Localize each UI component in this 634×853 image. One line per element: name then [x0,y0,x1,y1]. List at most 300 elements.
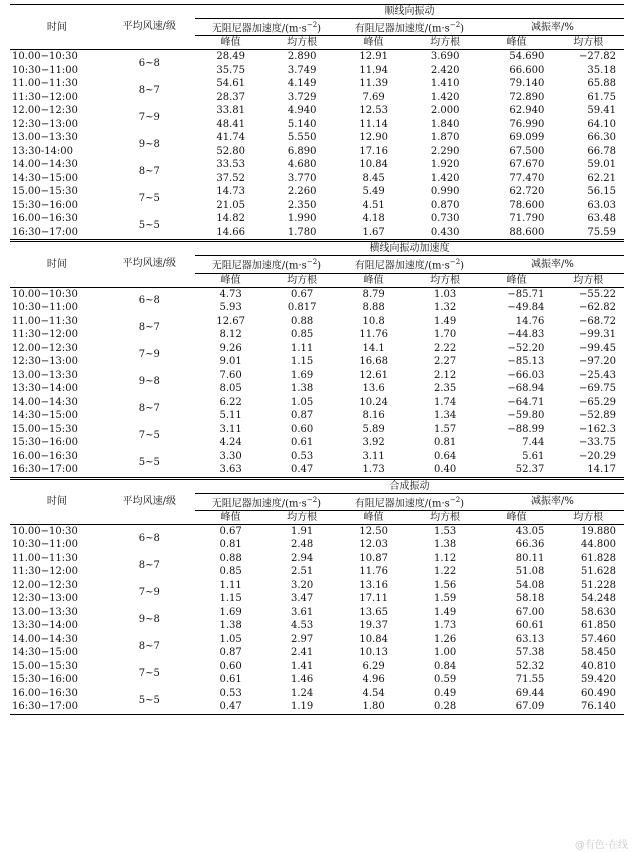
cell-c: 11.39 [359,78,388,90]
cell-f: 59.41 [587,105,616,117]
cell-a: 0.47 [195,700,267,714]
cell-f: 44.800 [581,539,616,551]
table-row [10,524,624,538]
cell-a: 7.60 [219,369,242,381]
cell-b: 2.97 [291,633,314,645]
cell-f: 58.450 [581,647,616,659]
cell-a: 0.85 [219,566,242,578]
cell-b: 1.11 [291,342,314,354]
cell-b: 4.149 [287,78,317,90]
cell-wind: 8~7 [138,166,160,178]
cell-e: 7.44 [522,437,545,449]
cell-b: 0.85 [291,329,314,341]
cell-e: 62.940 [509,105,545,117]
cell-d: 0.49 [434,687,457,699]
cell-f: −68.72 [578,315,616,327]
cell-c: 7.69 [362,91,385,103]
cell-c: 14.1 [362,342,385,354]
cell-a: 0.88 [219,552,242,564]
cell-time: 10:30−11:00 [12,302,79,314]
cell-f: 56.15 [587,186,616,198]
header-reduction: 减振率/% [481,19,624,36]
cell-time: 14:30−15:00 [12,172,79,184]
cell-e: 52.32 [515,660,545,672]
header-rms: 均方根 [552,510,624,524]
cell-d: 2.12 [434,369,457,381]
cell-wind: 8~7 [138,559,160,571]
section-title: 合成振动 [195,479,624,493]
cell-f: 59.420 [581,674,616,686]
cell-wind: 7~5 [138,667,160,679]
cell-b: 1.69 [291,369,314,381]
cell-d: 1.34 [434,410,457,422]
cell-b: 6.890 [287,145,317,157]
cell-c: 8.16 [362,410,385,422]
cell-e: 69.099 [509,132,545,144]
cell-f: 19.880 [581,525,616,537]
cell-f: 59.01 [587,159,616,171]
cell-e: −49.84 [507,302,545,314]
cell-c: 5.89 [362,423,385,435]
cell-f: 54.248 [581,593,616,605]
cell-f: 61.850 [581,620,616,632]
cell-time: 15.00−15:30 [12,423,78,435]
header-no-damper-unit-sup: −2 [306,258,318,267]
table-row [10,619,624,633]
cell-d: 2.000 [430,105,460,117]
cell-b: 2.94 [291,552,314,564]
section-title: 顺线向振动 [195,5,624,19]
cell-f: −33.75 [578,437,616,449]
cell-b: 0.88 [291,315,314,327]
cell-a: 1.11 [219,579,242,591]
cell-a: 3.11 [219,423,242,435]
cell-time: 15:30−16:00 [12,437,79,449]
header-rms: 均方根 [409,273,481,287]
cell-c: 10.87 [359,552,388,564]
cell-d: 2.22 [434,342,457,354]
cell-d: 1.22 [434,566,457,578]
table-row [10,91,624,105]
cell-wind: 9~8 [138,376,160,388]
header-peak: 峰值 [481,273,553,287]
table-row [10,226,624,240]
cell-f: −20.29 [578,450,616,462]
cell-d: 1.32 [434,302,457,314]
cell-time: 13:30−14:00 [12,620,79,632]
header-no-damper-close: ) [317,23,322,35]
cell-c: 11.76 [359,329,388,341]
table-row [10,660,624,674]
cell-time: 13:30−14:00 [12,383,79,395]
cell-f: −97.20 [578,356,616,368]
cell-d: 1.420 [430,91,460,103]
header-peak: 峰值 [338,273,410,287]
cell-time: 14.00−14:30 [12,159,78,171]
cell-f: 66.30 [587,132,616,144]
cell-e: −88.99 [507,423,545,435]
cell-b: 2.890 [287,51,317,63]
cell-a: 48.41 [216,118,245,130]
cell-time: 11:30−12:00 [12,329,79,341]
header-with-damper-text: 有阻尼器加速度/(m·s [354,260,450,272]
table-row [10,409,624,423]
header-no-damper-close: ) [317,497,322,509]
table-row [10,463,624,477]
cell-b: 1.05 [291,396,314,408]
cell-time: 10:30−11:00 [12,539,79,551]
cell-b: 1.15 [291,356,314,368]
cell-d: 1.74 [434,396,457,408]
cell-time: 15:30−16:00 [12,199,79,211]
cell-e: 72.890 [509,91,545,103]
table-row [10,301,624,315]
header-no-damper-text: 无阻尼器加速度/(m·s [211,260,307,272]
cell-f: 63.48 [587,213,616,225]
cell-f: 63.03 [587,199,616,211]
cell-time: 11.00−11:30 [12,78,78,90]
cell-d: 1.840 [430,118,460,130]
header-time: 时间 [10,479,104,524]
cell-c: 11.76 [359,566,388,578]
cell-e: −52.20 [507,342,545,354]
cell-c: 1.73 [338,463,410,477]
cell-time: 11:30−12:00 [12,91,79,103]
cell-d: 2.420 [430,64,460,76]
cell-c: 10.13 [359,647,388,659]
table-row [10,592,624,606]
table-row [10,396,624,410]
cell-f: 40.810 [581,660,616,672]
cell-wind: 5~5 [104,450,195,478]
cell-d: 1.410 [430,78,460,90]
cell-e: 80.11 [515,552,545,564]
header-with-damper [338,256,481,273]
cell-a: 14.82 [216,213,245,225]
cell-time: 13.00−13:30 [12,369,78,381]
table-row [10,77,624,91]
cell-time: 11.00−11:30 [12,552,78,564]
cell-a: 4.24 [219,437,242,449]
cell-a: 28.37 [216,91,245,103]
cell-d: 1.12 [434,552,457,564]
cell-f: −99.45 [578,342,616,354]
cell-d: 0.430 [409,226,481,240]
cell-time: 11.00−11:30 [12,315,78,327]
header-with-damper-close: ) [460,497,465,509]
cell-f: 76.140 [552,700,624,714]
section-table [10,4,624,240]
cell-d: 1.73 [434,620,457,632]
cell-c: 8.79 [362,288,385,300]
header-rms: 均方根 [409,510,481,524]
cell-f: 58.630 [581,606,616,618]
cell-b: 3.20 [291,579,314,591]
header-peak: 峰值 [338,36,410,50]
cell-e: 78.600 [509,199,545,211]
header-no-damper [195,493,338,510]
cell-d: 3.690 [430,51,460,63]
table-row [10,579,624,593]
cell-f: 64.10 [587,118,616,130]
cell-time: 13.00−13:30 [12,606,78,618]
table-row [10,315,624,329]
header-with-damper-close: ) [460,260,465,272]
cell-f: −65.29 [578,396,616,408]
cell-b: 1.38 [291,383,314,395]
cell-e: 66.36 [515,539,545,551]
header-with-damper [338,19,481,36]
cell-c: 10.84 [359,633,388,645]
cell-c: 12.90 [359,132,388,144]
header-wind: 平均风速/级 [104,242,195,287]
cell-b: 3.770 [287,172,317,184]
cell-d: 1.49 [434,315,457,327]
cell-c: 12.50 [359,525,388,537]
cell-wind: 7~9 [138,349,160,361]
table-row [10,185,624,199]
cell-b: 5.550 [287,132,317,144]
cell-c: 12.91 [359,51,388,63]
cell-time: 14:30−15:00 [12,410,79,422]
cell-time: 12.00−12:30 [12,579,78,591]
cell-d: 1.38 [434,539,457,551]
cell-f: 60.490 [581,687,616,699]
cell-d: 2.35 [434,383,457,395]
header-with-damper-unit-sup: −2 [449,495,461,504]
header-no-damper-text: 无阻尼器加速度/(m·s [211,497,307,509]
cell-a: 1.05 [219,633,242,645]
cell-c: 11.14 [359,118,388,130]
cell-e: −64.71 [507,396,545,408]
cell-e: 67.09 [481,700,553,714]
header-no-damper-close: ) [317,260,322,272]
cell-c: 5.49 [362,186,385,198]
cell-wind: 8~7 [138,85,160,97]
cell-wind: 9~8 [138,139,160,151]
cell-a: 0.53 [219,687,242,699]
cell-e: −68.94 [507,383,545,395]
cell-b: 3.749 [287,64,317,76]
table-row [10,700,624,714]
cell-c: 19.37 [359,620,388,632]
cell-d: 1.920 [430,159,460,171]
table-row [10,450,624,464]
cell-d: 1.57 [434,423,457,435]
cell-b: 1.91 [291,525,314,537]
cell-c: 13.16 [359,579,388,591]
table-row [10,382,624,396]
cell-time: 13.00−13:30 [12,132,78,144]
cell-b: 0.61 [291,437,314,449]
cell-c: 13.6 [362,383,385,395]
header-rms: 均方根 [266,510,338,524]
cell-b: 1.46 [291,674,314,686]
table-row [10,355,624,369]
cell-time: 16.00−16:30 [12,450,78,462]
cell-e: 5.61 [522,450,545,462]
cell-f: 75.59 [552,226,624,240]
cell-e: 62.720 [509,186,545,198]
cell-time: 12:30−13:00 [12,356,79,368]
cell-wind: 7~9 [138,586,160,598]
cell-c: 3.92 [362,437,385,449]
cell-b: 3.729 [287,91,317,103]
cell-c: 10.24 [359,396,388,408]
cell-d: 0.870 [430,199,460,211]
table-row [10,172,624,186]
table-row [10,687,624,701]
cell-time: 12.00−12:30 [12,342,78,354]
cell-c: 6.29 [362,660,385,672]
header-with-damper-close: ) [460,23,465,35]
cell-d: 0.730 [430,213,460,225]
header-reduction: 减振率/% [481,493,624,510]
cell-f: 14.17 [552,463,624,477]
cell-f: −55.22 [578,288,616,300]
cell-b: 1.780 [266,226,338,240]
header-no-damper [195,256,338,273]
cell-e: 67.670 [509,159,545,171]
cell-e: −59.80 [507,410,545,422]
table-row [10,436,624,450]
cell-c: 17.11 [359,593,388,605]
cell-b: 2.48 [291,539,314,551]
table-row [10,565,624,579]
header-no-damper-unit-sup: −2 [306,21,318,29]
cell-e: −85.13 [507,356,545,368]
cell-d: 1.56 [434,579,457,591]
cell-d: 1.53 [434,525,457,537]
table-row [10,104,624,118]
table-row [10,158,624,172]
table-row [10,538,624,552]
cell-d: 0.990 [430,186,460,198]
cell-c: 1.80 [338,700,410,714]
cell-f: 61.828 [581,552,616,564]
cell-e: 71.790 [509,213,545,225]
header-time: 时间 [10,242,104,287]
cell-b: 1.19 [266,700,338,714]
cell-e: 51.08 [515,566,545,578]
cell-f: −25.43 [578,369,616,381]
cell-wind: 6~8 [138,58,160,70]
cell-c: 10.84 [359,159,388,171]
cell-a: 1.38 [219,620,242,632]
cell-b: 1.990 [287,213,317,225]
cell-f: −69.75 [578,383,616,395]
cell-e: 77.470 [509,172,545,184]
cell-time: 12.00−12:30 [12,105,78,117]
table-row [10,606,624,620]
cell-b: 2.41 [291,647,314,659]
cell-c: 17.16 [359,145,388,157]
header-rms: 均方根 [552,36,624,50]
cell-d: 0.64 [434,450,457,462]
table-row [10,646,624,660]
header-time: 时间 [10,5,104,50]
cell-time: 10.00−10:30 [12,288,78,300]
cell-e: 60.61 [515,620,545,632]
cell-time: 12:30−13:00 [12,593,79,605]
cell-wind: 7~5 [138,193,160,205]
cell-a: 5.11 [219,410,242,422]
cell-b: 4.680 [287,159,317,171]
cell-f: −99.31 [578,329,616,341]
cell-wind: 7~5 [138,430,160,442]
cell-b: 0.60 [291,423,314,435]
cell-a: 28.49 [216,51,245,63]
header-rms: 均方根 [266,273,338,287]
cell-time: 14.00−14:30 [12,396,78,408]
table-row [10,118,624,132]
cell-a: 54.61 [216,78,245,90]
cell-f: 51.628 [581,566,616,578]
cell-e: 67.500 [509,145,545,157]
cell-e: 54.690 [509,51,545,63]
header-reduction: 减振率/% [481,256,624,273]
cell-f: 51.228 [581,579,616,591]
cell-b: 0.817 [287,302,317,314]
section-table [10,241,624,477]
cell-a: 33.81 [216,105,245,117]
header-no-damper-text: 无阻尼器加速度/(m·s [211,23,307,35]
cell-e: −44.83 [507,329,545,341]
cell-b: 4.940 [287,105,317,117]
cell-c: 10.8 [362,315,385,327]
section-title: 横线向振动加速度 [195,242,624,256]
cell-a: 3.30 [219,450,242,462]
header-rms: 均方根 [552,273,624,287]
cell-time: 11:30−12:00 [12,566,79,578]
table-row [10,633,624,647]
cell-e: −66.03 [507,369,545,381]
cell-c: 4.18 [362,213,385,225]
cell-c: 12.03 [359,539,388,551]
cell-b: 1.24 [291,687,314,699]
cell-time: 10.00−10:30 [12,525,78,537]
cell-e: 69.44 [515,687,545,699]
cell-f: −162.3 [578,423,616,435]
cell-c: 8.45 [362,172,385,184]
cell-a: 14.66 [195,226,267,240]
cell-c: 4.51 [362,199,385,211]
cell-a: 14.73 [216,186,245,198]
table-row [10,287,624,301]
cell-f: 65.88 [587,78,616,90]
cell-d: 1.59 [434,593,457,605]
header-with-damper-unit-sup: −2 [449,21,461,29]
cell-a: 8.12 [219,329,242,341]
cell-a: 33.53 [216,159,245,171]
header-with-damper-text: 有阻尼器加速度/(m·s [354,497,450,509]
section-table [10,479,624,715]
cell-b: 0.53 [291,450,314,462]
cell-b: 5.140 [287,118,317,130]
cell-a: 52.80 [216,145,245,157]
cell-e: 76.990 [509,118,545,130]
cell-e: 54.08 [515,579,545,591]
cell-b: 3.47 [291,593,314,605]
header-wind: 平均风速/级 [104,5,195,50]
header-peak: 峰值 [195,36,267,50]
cell-b: 2.51 [291,566,314,578]
header-peak: 峰值 [481,510,553,524]
table-row [10,369,624,383]
cell-c: 13.65 [359,606,388,618]
cell-d: 1.420 [430,172,460,184]
header-no-damper-unit-sup: −2 [306,495,318,504]
